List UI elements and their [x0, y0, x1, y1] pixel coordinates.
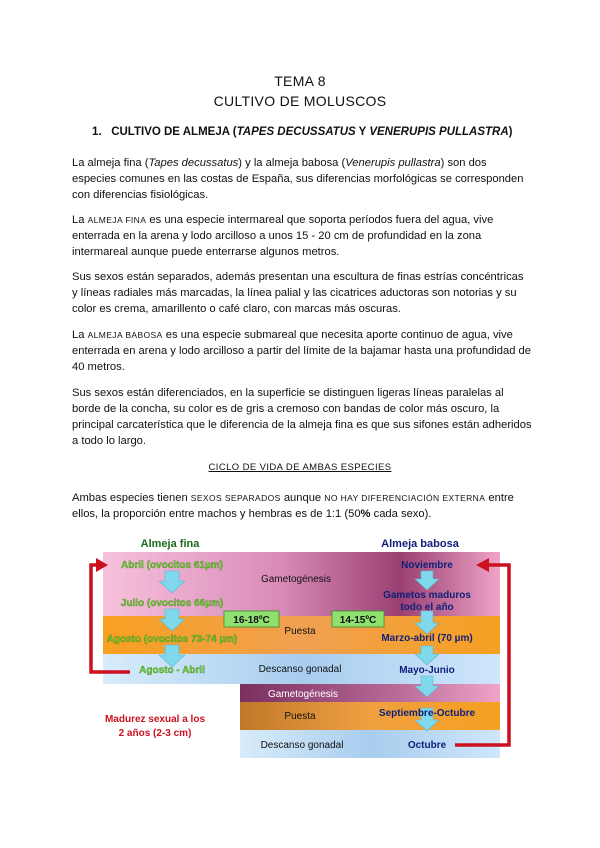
p1-species-1: Tapes decussatus	[148, 157, 239, 169]
right-item-mayo-junio: Mayo-Junio	[399, 665, 455, 676]
band-label-descanso-top: Descanso gonadal	[258, 664, 342, 675]
section-number: 1.	[92, 126, 102, 138]
temp-left: 16-18ºC	[233, 615, 270, 626]
p4-text-b: es una especie submareal que necesita aporte continuo de agua, vive enterrada en arena y lodo arcilloso a partir del límite de la bajamar hasta una profundidad de 40 metros.	[72, 329, 531, 373]
left-item-agosto: Agosto (ovocitos 73-74 µm)	[106, 634, 238, 645]
section-title-species-2: VENERUPIS PULLASTRA	[369, 126, 509, 138]
band-label-descanso-bottom: Descanso gonadal	[260, 740, 344, 751]
left-item-agosto-abril: Agosto - Abril	[139, 665, 205, 676]
paragraph-babosa-sexos: Sus sexos están diferenciados, en la superficie se distinguen ligeras líneas paralelas al borde de la concha, su color es de gris a cremoso con bandas de color más oscuro, la principal carcaterística que le diferencia de la almeja fina es que sus sifones están adheridos a todo lo largo.	[72, 387, 532, 447]
col-right-header: Almeja babosa	[381, 538, 459, 550]
document-subtitle: CULTIVO DE MOLUSCOS	[213, 93, 387, 109]
band-label-puesta-bottom: Puesta	[284, 711, 316, 722]
p6-text-d: cada sexo).	[370, 508, 432, 520]
p2-text-b: es una especie intermareal que soporta períodos fuera del agua, vive enterrada en la arena y lodo arcilloso a unos 15 - 20 cm de profundidad en la zona intermareal aunque puede enterrarse algunos metros.	[72, 214, 494, 258]
col-left-header: Almeja fina	[140, 538, 200, 550]
cycle-heading: CICLO DE VIDA DE AMBAS ESPECIES	[208, 462, 392, 473]
section-title-suffix: )	[508, 126, 513, 138]
right-item-gametos-2: todo el año	[400, 602, 454, 613]
p4-smallcaps: ALMEJA BABOSA	[87, 330, 163, 340]
maturity-note-2: 2 años (2-3 cm)	[118, 728, 192, 739]
p6-text-a: Ambas especies tienen	[72, 492, 191, 504]
document-title: TEMA 8	[274, 73, 326, 89]
band-label-puesta-top: Puesta	[284, 626, 316, 637]
p4-text-a: La	[72, 329, 88, 341]
right-item-sept-oct: Septiembre-Octubre	[378, 708, 476, 719]
left-item-abril: Abril (ovocitos 61µm)	[121, 560, 223, 571]
p6-smallcaps-1: SEXOS SEPARADOS	[190, 493, 281, 503]
right-item-marzo-abril: Marzo-abril (70 µm)	[381, 633, 473, 644]
maturity-note-1: Madurez sexual a los	[104, 714, 206, 725]
p6-text-c: entre ellos, la proporción entre machos y hembras es de 1:1 (50	[72, 492, 514, 520]
section-title-species-1: TAPES DECUSSATUS	[236, 126, 356, 138]
band-label-gametogenesis-top: Gametogénesis	[260, 574, 332, 585]
right-item-octubre: Octubre	[407, 740, 447, 751]
paragraph-fina-sexos: Sus sexos están separados, además presentan una escultura de finas estrías concéntricas y líneas radiales más marcadas, la línea palial y las cicatrices aductoras son notorias y su color es crema, amarillento o café claro, con marcas más oscuras.	[72, 271, 524, 315]
p6-percent: %	[360, 508, 371, 520]
section-title-prefix: CULTIVO DE ALMEJA (	[111, 126, 237, 138]
left-item-julio: Julio (ovocitos 66µm)	[120, 598, 224, 609]
p2-text-a: La	[72, 214, 88, 226]
section-title-mid: Y	[355, 126, 370, 138]
band-label-gametogenesis-bottom: Gametogénesis	[267, 689, 339, 700]
right-item-gametos-1: Gametos maduros	[383, 590, 471, 601]
right-item-noviembre: Noviembre	[401, 560, 453, 571]
p2-smallcaps: ALMEJA FINA	[87, 215, 147, 225]
p6-text-b: aunque	[280, 492, 325, 504]
p1-text-e: ) son dos especies comunes en las costas de España, sus diferencias morfológicas se corresponden con diferencias fisiológicas.	[72, 157, 524, 201]
p1-text-c: ) y la almeja babosa (	[238, 157, 346, 169]
temp-right: 14-15ºC	[339, 615, 377, 626]
p1-text-a: La almeja fina (	[72, 157, 149, 169]
p1-species-2: Venerupis pullastra	[345, 157, 441, 169]
p6-smallcaps-2: NO HAY DIFERENCIACIÓN EXTERNA	[324, 493, 486, 503]
